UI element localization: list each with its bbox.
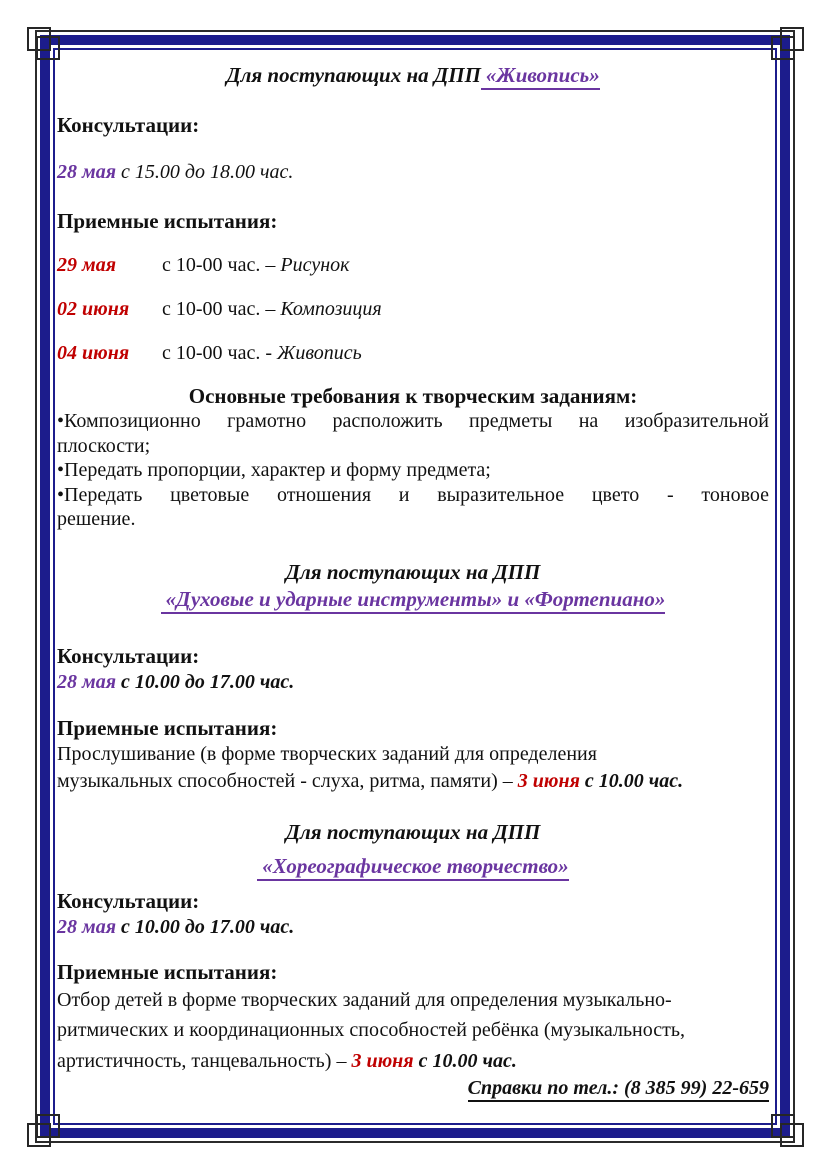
- exam-time: с 10-00 час. –: [162, 254, 276, 276]
- contact-phone: Справки по тел.: (8 385 99) 22-659: [468, 1077, 769, 1102]
- exam-description-line: Отбор детей в форме творческих заданий для определения музыкально-: [57, 988, 672, 1011]
- exam-date: 04 июня: [57, 342, 130, 364]
- exams-heading: Приемные испытания:: [57, 209, 278, 233]
- requirement-line: •Передать цветовые отношения и выразительное цвето - тоновое: [57, 483, 769, 506]
- consultations-heading: Консультации:: [57, 643, 200, 668]
- program-name-row: [57, 586, 769, 613]
- consultation-time: с 15.00 до 18.00 час.: [121, 161, 294, 183]
- exam-time: с 10.00 час.: [584, 769, 684, 792]
- section-title-prefix: Для поступающих на ДПП: [285, 559, 541, 584]
- consultations-heading: Консультации:: [57, 888, 200, 913]
- exam-description-line: [57, 768, 769, 795]
- exam-description-text: музыкальных способностей - слуха, ритма, памяти) –: [57, 769, 513, 792]
- exam-subject: Рисунок: [280, 254, 350, 276]
- section-title-prefix: Для поступающих на ДПП: [285, 819, 541, 844]
- exam-subject: Композиция: [280, 298, 382, 320]
- section-title-music: [57, 559, 769, 613]
- requirement-line: •Передать пропорции, характер и форму предмета;: [57, 459, 491, 482]
- exam-subject: Живопись: [277, 342, 362, 364]
- consultation-schedule-music: [57, 669, 769, 696]
- consultation-date: 28 мая: [57, 161, 117, 183]
- consultations-heading: Консультации:: [57, 113, 200, 137]
- exam-description-line: [57, 1046, 769, 1077]
- program-name-row: [57, 853, 769, 880]
- consultation-schedule-painting: [57, 159, 769, 185]
- corner-ornament-top-right: [771, 36, 795, 60]
- exam-description-line: ритмических и координационных способностей ребёнка (музыкальность,: [57, 1019, 685, 1042]
- requirements-list: [57, 409, 769, 532]
- consultation-time: с 10.00 до 17.00 час.: [121, 915, 295, 938]
- consultation-date: 28 мая: [57, 670, 117, 693]
- exams-heading: Приемные испытания:: [57, 959, 278, 984]
- document-body: [57, 52, 769, 1102]
- exam-description-line: Прослушивание (в форме творческих заданий для определения: [57, 742, 597, 765]
- program-name-painting: «Живопись»: [481, 63, 600, 90]
- section-title-choreo: [57, 819, 769, 880]
- requirement-line: плоскости;: [57, 434, 151, 457]
- section-title-prefix: Для поступающих на ДПП: [226, 63, 481, 87]
- section-title-painting: [57, 62, 769, 89]
- program-name-music: «Духовые и ударные инструменты» и «Фортепиано»: [161, 587, 666, 614]
- requirements-heading: Основные требования к творческим заданиям:: [188, 384, 638, 408]
- requirement-line: •Композиционно грамотно расположить предметы на изобразительной: [57, 410, 769, 432]
- exam-time: с 10-00 час. -: [162, 342, 273, 364]
- corner-ornament-top-left: [36, 36, 60, 60]
- exam-date: 02 июня: [57, 298, 130, 320]
- corner-ornament-bottom-left: [36, 1114, 60, 1138]
- consultation-time: с 10.00 до 17.00 час.: [121, 670, 295, 693]
- exam-time: с 10-00 час. –: [162, 298, 276, 320]
- exam-description-choreo: [57, 985, 769, 1077]
- consultation-date: 28 мая: [57, 915, 117, 938]
- exam-date: 29 мая: [57, 254, 117, 276]
- consultation-schedule-choreo: [57, 914, 769, 941]
- exam-row-composition: [57, 296, 769, 322]
- exam-date: 3 июня: [351, 1049, 414, 1072]
- exam-time: с 10.00 час.: [418, 1049, 517, 1072]
- footer: [57, 1077, 769, 1102]
- exam-row-drawing: [57, 252, 769, 278]
- exam-description-text: артистичность, танцевальность) –: [57, 1049, 347, 1072]
- exam-description-music: [57, 741, 769, 795]
- program-name-choreo: «Хореографическое творчество»: [257, 854, 568, 881]
- exam-row-painting: [57, 340, 769, 366]
- exams-heading: Приемные испытания:: [57, 715, 278, 740]
- exam-date: 3 июня: [517, 769, 580, 792]
- corner-ornament-bottom-right: [771, 1114, 795, 1138]
- requirement-line: решение.: [57, 508, 136, 531]
